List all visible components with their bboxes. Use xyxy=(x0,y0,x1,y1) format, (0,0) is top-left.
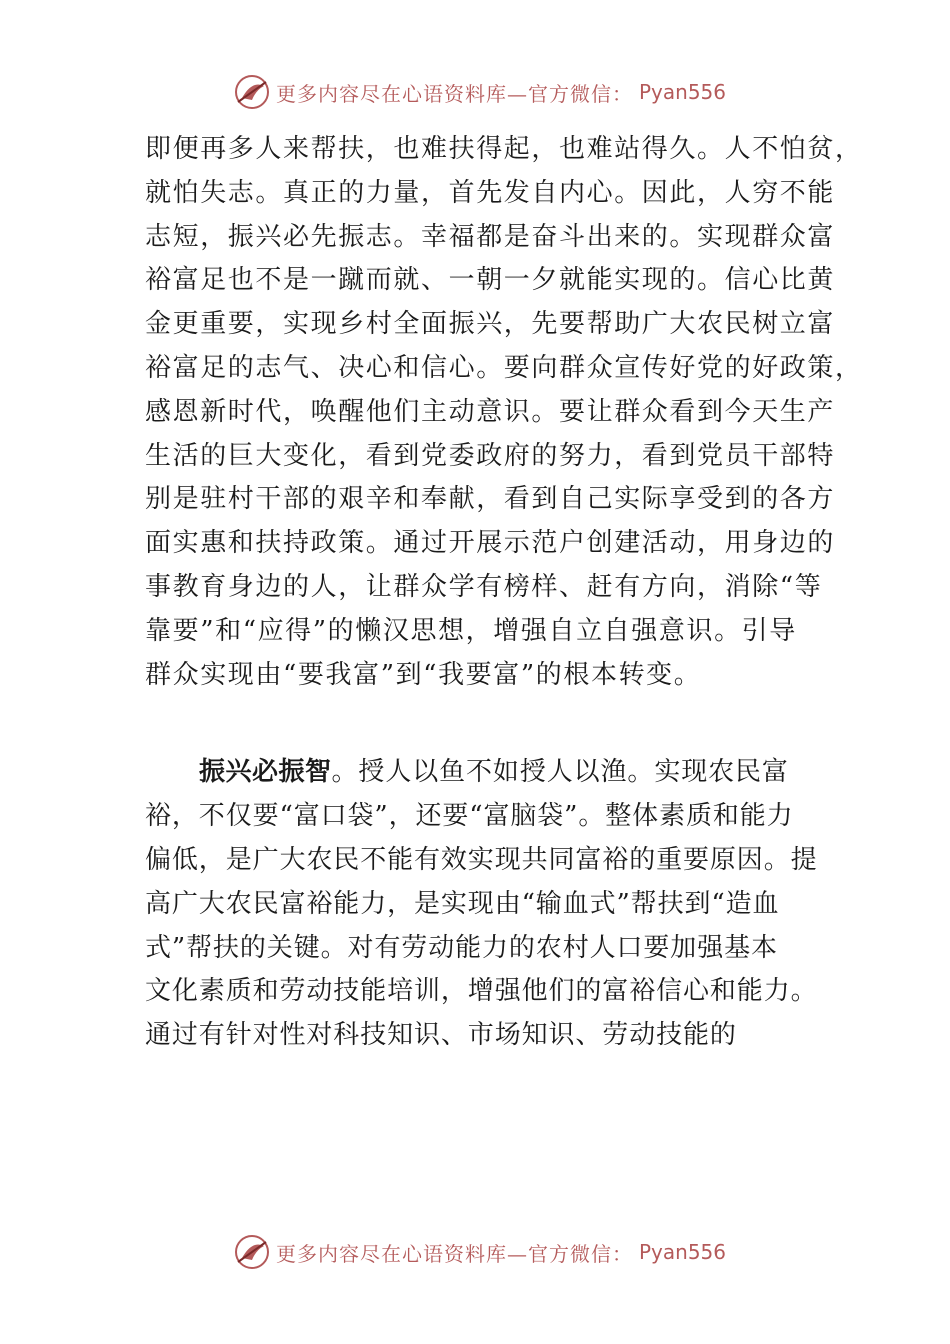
watermark-text: 更多内容尽在心语资料库—官方微信： xyxy=(276,1241,633,1266)
watermark-logo-icon xyxy=(232,1232,272,1272)
text-line: 群众实现由“要我富”到“我要富”的根本转变。 xyxy=(145,659,702,690)
text-line: 金更重要，实现乡村全面振兴，先要帮助广大农民树立富 xyxy=(145,309,836,340)
text-line: 别是驻村干部的艰辛和奉献，看到自己实际享受到的各方 xyxy=(145,484,836,515)
header-watermark xyxy=(232,72,726,112)
watermark-logo-icon xyxy=(232,72,272,112)
watermark-text: 更多内容尽在心语资料库—官方微信： xyxy=(276,81,633,106)
paragraph-gap xyxy=(145,697,835,751)
text-line: 通过有针对性对科技知识、市场知识、劳动技能的 xyxy=(145,1020,737,1051)
paragraph-2 xyxy=(145,751,835,1058)
text-line: 靠要”和“应得”的懒汉思想，增强自立自强意识。引导 xyxy=(145,615,797,646)
text-line: 偏低，是广大农民不能有效实现共同富裕的重要原因。提 xyxy=(145,844,818,875)
text-line: 裕富足也不是一蹴而就、一朝一夕就能实现的。信心比黄 xyxy=(145,265,836,296)
text-line: 生活的巨大变化，看到党委政府的努力，看到党员干部特 xyxy=(145,440,836,471)
first-line-text: 。授人以鱼不如授人以渔。实现农民富 xyxy=(331,757,789,788)
text-line: 感恩新时代，唤醒他们主动意识。要让群众看到今天生产 xyxy=(145,396,836,427)
document-body xyxy=(145,128,863,1058)
text-line: 高广大农民富裕能力，是实现由“输血式”帮扶到“造血 xyxy=(145,888,780,919)
footer-watermark xyxy=(232,1232,726,1272)
text-line: 裕，不仅要“富口袋”，还要“富脑袋”。整体素质和能力 xyxy=(145,801,794,832)
text-line: 志短，振兴必先振志。幸福都是奋斗出来的。实现群众富 xyxy=(145,221,836,252)
text-line: 面实惠和扶持政策。通过开展示范户创建活动，用身边的 xyxy=(145,528,836,559)
text-line: 裕富足的志气、决心和信心。要向群众宣传好党的好政策， xyxy=(145,352,863,383)
text-line: 式”帮扶的关键。对有劳动能力的农村人口要加强基本 xyxy=(145,932,778,963)
text-line: 文化素质和劳动技能培训，增强他们的富裕信心和能力。 xyxy=(145,976,818,1007)
watermark-wechat-id: Pyan556 xyxy=(639,1240,727,1264)
text-line: 即便再多人来帮扶，也难扶得起，也难站得久。人不怕贫， xyxy=(145,134,863,164)
text-line: 就怕失志。真正的力量，首先发自内心。因此，人穷不能 xyxy=(145,177,836,208)
watermark-wechat-id: Pyan556 xyxy=(639,80,727,104)
section-heading: 振兴必振智 xyxy=(199,757,332,788)
paragraph-1 xyxy=(145,128,863,697)
text-line: 事教育身边的人，让群众学有榜样、赶有方向，消除“等 xyxy=(145,571,823,602)
text-line-first xyxy=(145,751,835,795)
